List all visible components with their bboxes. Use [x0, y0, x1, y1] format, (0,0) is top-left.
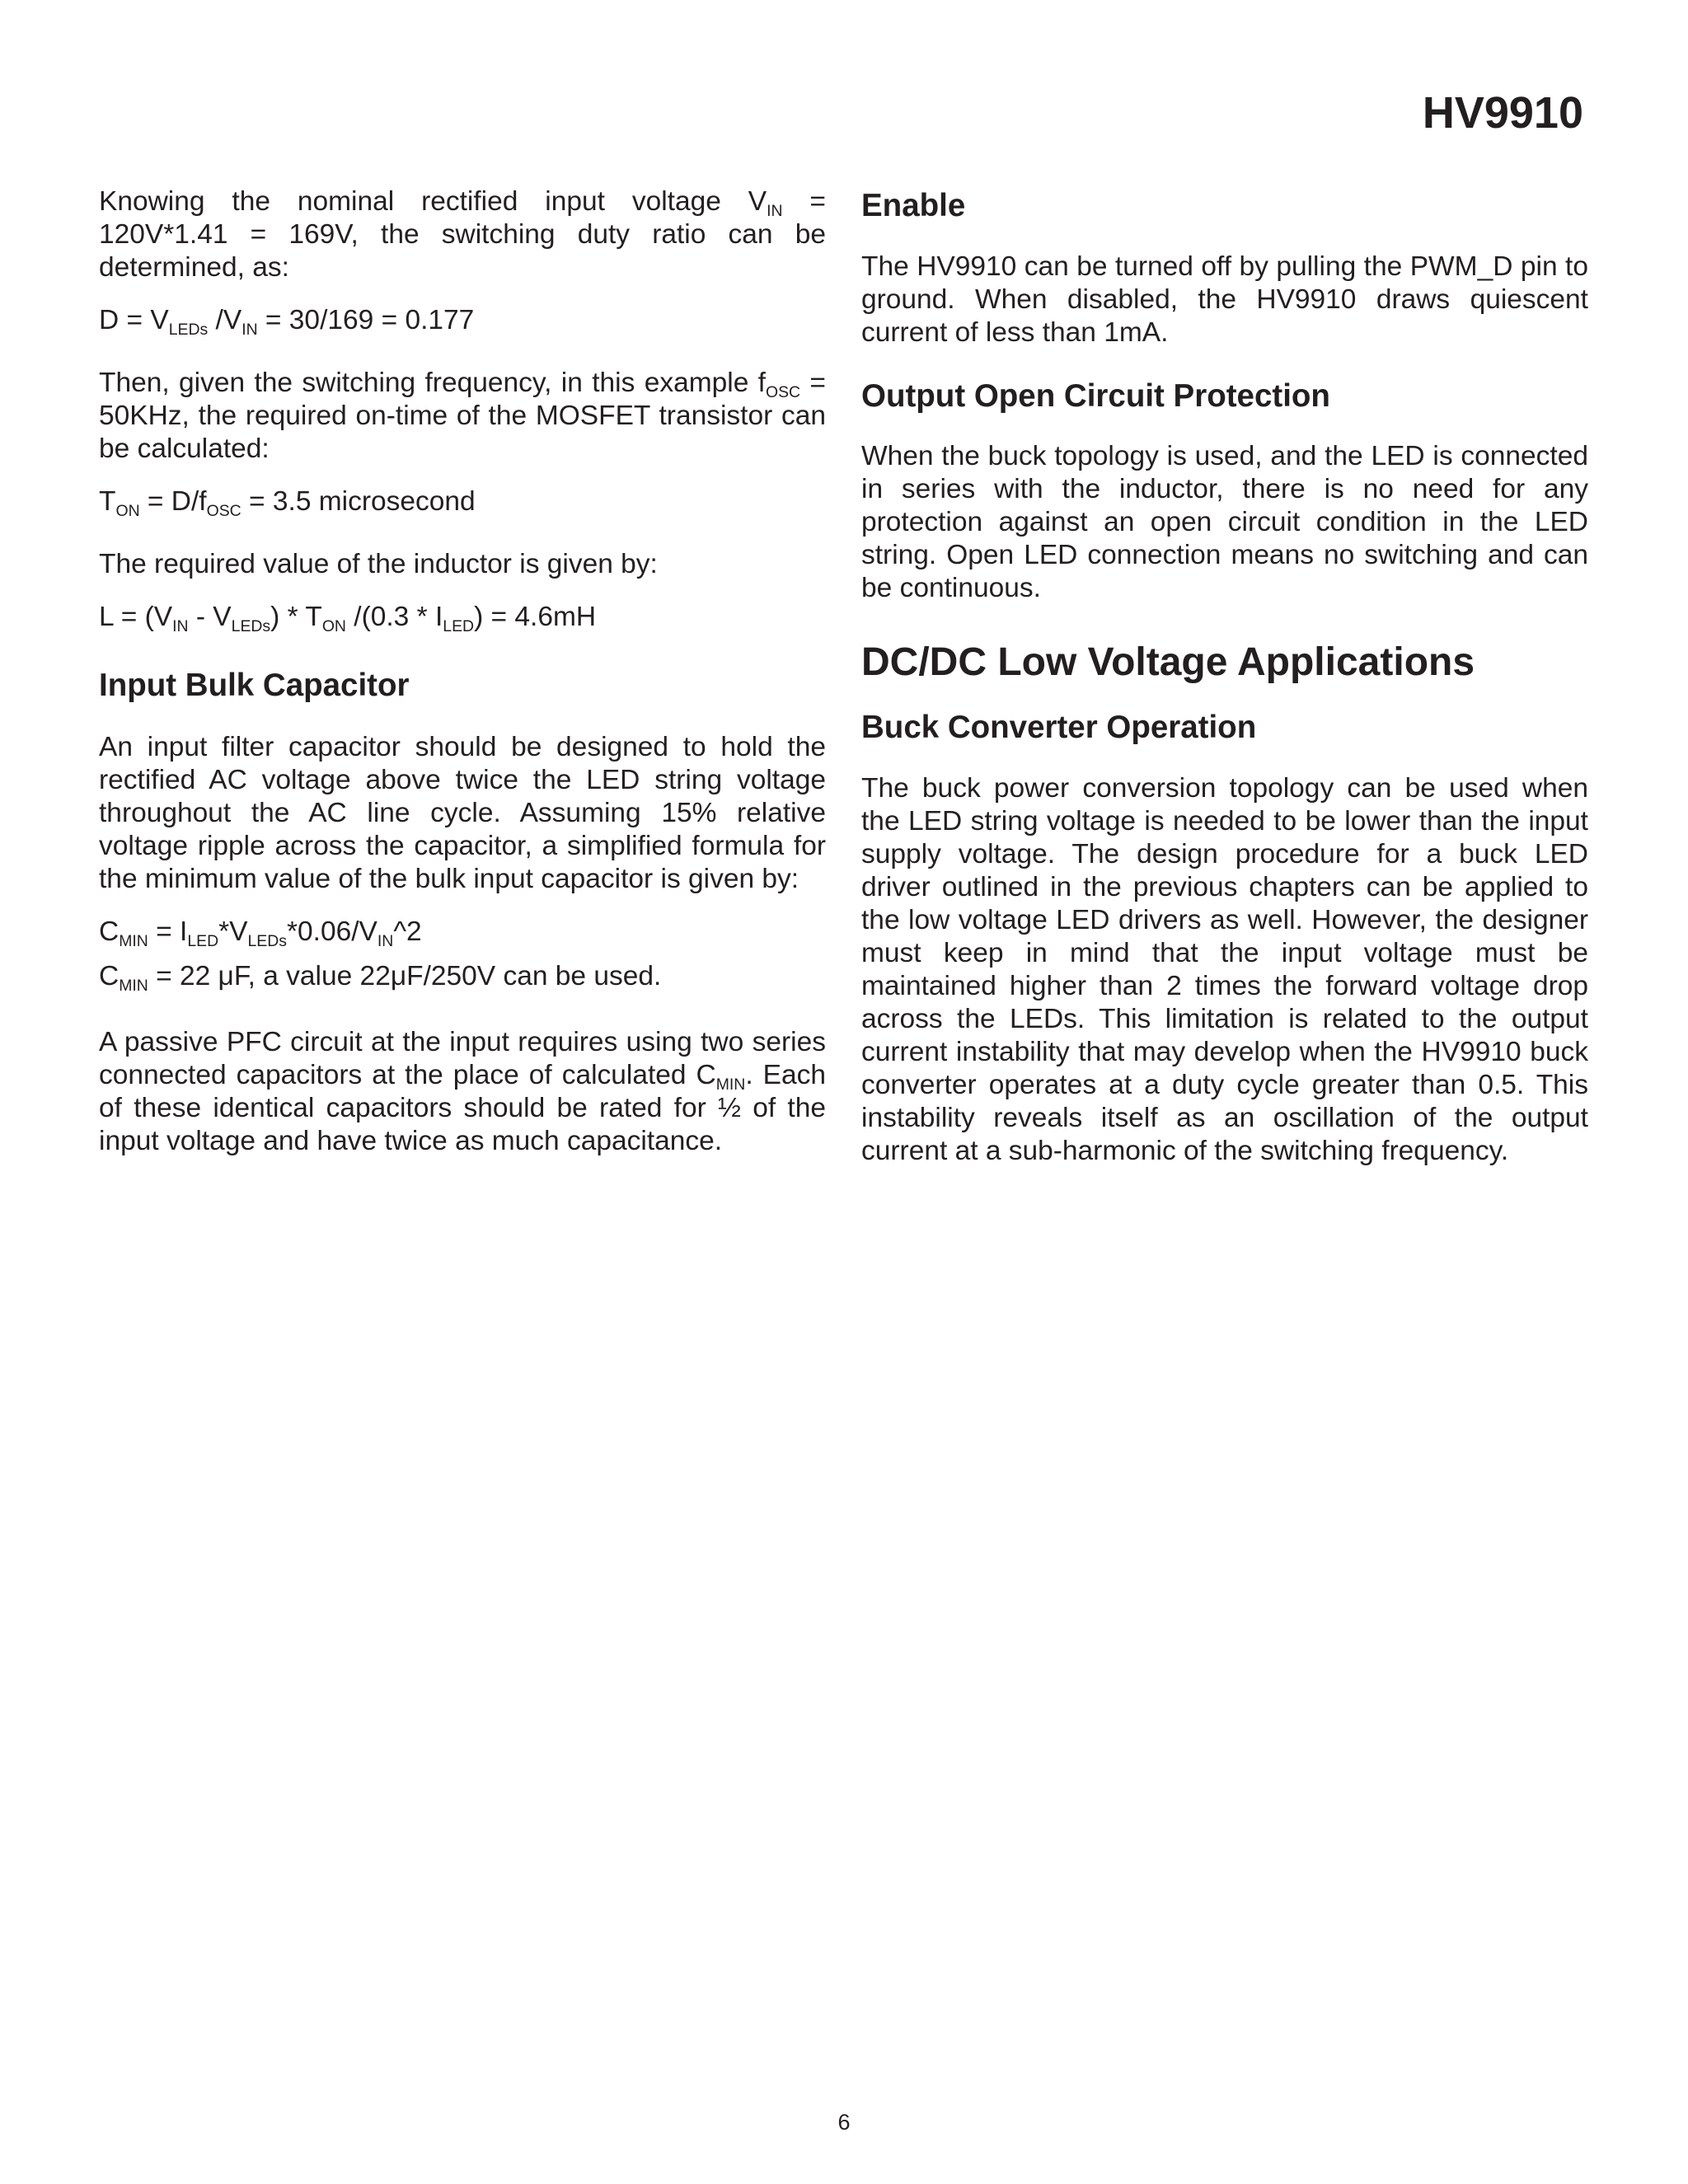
intro-paragraph: Knowing the nominal rectified input voltage $V_{IN} = 120V*1.41 = 169V$, the switching duty ratio can be determined, as:	[99, 186, 826, 283]
buck-converter-heading: Buck Converter Operation	[861, 710, 1257, 745]
on-time-equation: $T_{ON} = D/f_{OSC} = 3.5$ microsecond	[99, 486, 476, 520]
bulk-capacitor-heading: Input Bulk Capacitor	[99, 668, 410, 703]
inductor-intro-paragraph: The required value of the inductor is given by:	[99, 549, 658, 579]
enable-heading: Enable	[861, 188, 966, 223]
pfc-paragraph: A passive PFC circuit at the input requires using two series connected capacitors at the place of calculated $C_{MIN}$. Each of these identical capacitors should be rated for ½ of the input voltage and have twice as much capacitance.	[99, 1027, 826, 1156]
duty-ratio-equation: $D = V_{LEDs}$ $/V_{IN} = 30/169 = 0.177$	[99, 305, 475, 339]
open-circuit-protection-paragraph: When the buck topology is used, and the LED is connected in series with the inductor, there is no need for any protection against an open circuit condition in the LED string. Open LED connection means no switching and can be continuous.	[861, 441, 1588, 603]
cmin-formula-equation: $C_{MIN}$ = $I_{LED}*V_{LEDs}*0.06/V_{IN}\^{}2$	[99, 916, 422, 950]
buck-converter-paragraph: The buck power conversion topology can be used when the LED string voltage is needed to be lower than the input supply voltage. The design procedure for a buck LED driver outlined in the previous chapters can be applied to the low voltage LED drivers as well. However, the designer must keep in mind that the input voltage must be maintained higher than 2 times the forward voltage drop across the LEDs. This limitation is related to the output current instability that may develop when the HV9910 buck converter operates at a duty cycle greater than 0.5. This instability reveals itself as an oscillation of the output current at a sub-harmonic of the switching frequency.	[861, 773, 1588, 1166]
left-column	[99, 185, 826, 1158]
page-number: 6	[837, 2110, 851, 2135]
document-title: HV9910	[1422, 88, 1583, 138]
dcdc-section-heading: DC/DC Low Voltage Applications	[861, 640, 1475, 684]
right-column	[861, 185, 1588, 1168]
cmin-value-equation: $C_{MIN} = 22$ μF, a value 22μF/250V can be used.	[99, 961, 662, 995]
open-circuit-protection-heading: Output Open Circuit Protection	[861, 378, 1330, 414]
enable-paragraph: The HV9910 can be turned off by pulling the PWM_D pin to ground. When disabled, the HV9910 draws quiescent current of less than 1mA.	[861, 251, 1588, 348]
inductor-equation: $L = (V_{IN} - V_{LEDs}) * T_{ON}$ $/(0.3 * I_{LED}) = 4.6mH$	[99, 602, 597, 635]
switching-frequency-paragraph: Then, given the switching frequency, in this example $f_{OSC} = 50KHz$, the required on-time of the MOSFET transistor can be calculated:	[99, 368, 826, 464]
bulk-capacitor-paragraph: An input filter capacitor should be designed to hold the rectified AC voltage above twice the LED string voltage throughout the AC line cycle. Assuming 15% relative voltage ripple across the capacitor, a simplified formula for the minimum value of the bulk input capacitor is given by:	[99, 732, 826, 894]
